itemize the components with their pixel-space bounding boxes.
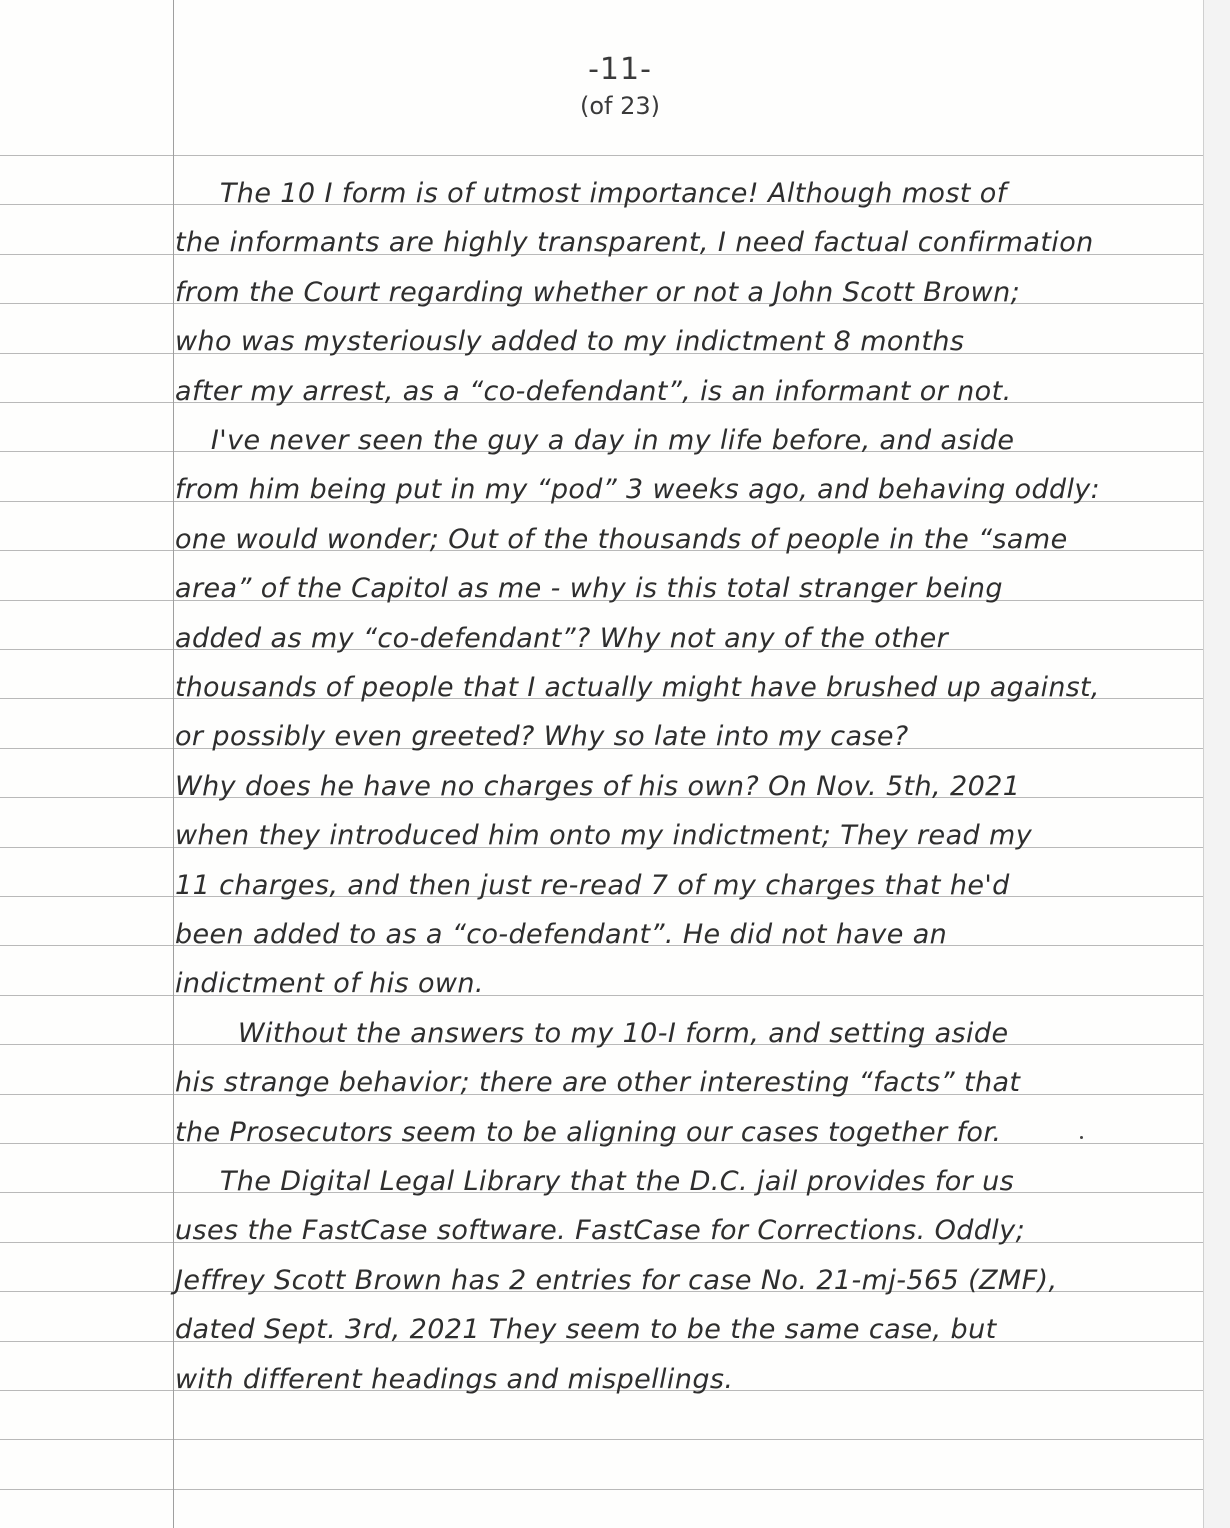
text-line: from the Court regarding whether or not a John Scott Brown; (175, 277, 1021, 308)
text-line: with different headings and mispellings. (175, 1364, 734, 1395)
ruled-line (0, 1489, 1230, 1490)
text-line: dated Sept. 3rd, 2021 They seem to be the same case, but (175, 1314, 997, 1345)
text-line: the informants are highly transparent, I need factual confirmation (175, 227, 1094, 258)
margin-line (173, 0, 174, 1528)
text-line: been added to as a “co-defendant”. He did not have an (175, 919, 948, 950)
text-line: The Digital Legal Library that the D.C. jail provides for us (175, 1166, 1015, 1197)
page-number: -11- (588, 52, 652, 87)
ruled-line (0, 1439, 1230, 1440)
text-line: from him being put in my “pod” 3 weeks ago, and behaving oddly: (175, 474, 1101, 505)
text-line: one would wonder; Out of the thousands of people in the “same (175, 524, 1068, 555)
text-line: his strange behavior; there are other interesting “facts” that (175, 1067, 1021, 1098)
text-line: Jeffrey Scott Brown has 2 entries for case No. 21-mj-565 (ZMF), (175, 1265, 1058, 1296)
text-line: after my arrest, as a “co-defendant”, is an informant or not. (175, 376, 1012, 407)
text-line: uses the FastCase software. FastCase for Corrections. Oddly; (175, 1215, 1026, 1246)
text-line: The 10 I form is of utmost importance! Although most of (175, 178, 1007, 209)
text-line: indictment of his own. (175, 968, 484, 999)
ink-dot (1080, 1136, 1083, 1139)
text-line: who was mysteriously added to my indictment 8 months (175, 326, 965, 357)
text-line: or possibly even greeted? Why so late into my case? (175, 721, 909, 752)
text-line: the Prosecutors seem to be aligning our cases together for. (175, 1117, 1002, 1148)
text-line: I've never seen the guy a day in my life before, and aside (175, 425, 1015, 456)
ruled-line (0, 155, 1230, 156)
text-line: Without the answers to my 10-I form, and setting aside (175, 1018, 1009, 1049)
text-line: 11 charges, and then just re-read 7 of my charges that he'd (175, 870, 1010, 901)
page-count: (of 23) (579, 92, 661, 120)
text-line: Why does he have no charges of his own? On Nov. 5th, 2021 (175, 771, 1021, 802)
text-line: thousands of people that I actually might have brushed up against, (175, 672, 1100, 703)
text-line: added as my “co-defendant”? Why not any of the other (175, 623, 949, 654)
page-edge (1203, 0, 1230, 1528)
text-line: area” of the Capitol as me - why is this total stranger being (175, 573, 1003, 604)
text-line: when they introduced him onto my indictment; They read my (175, 820, 1033, 851)
